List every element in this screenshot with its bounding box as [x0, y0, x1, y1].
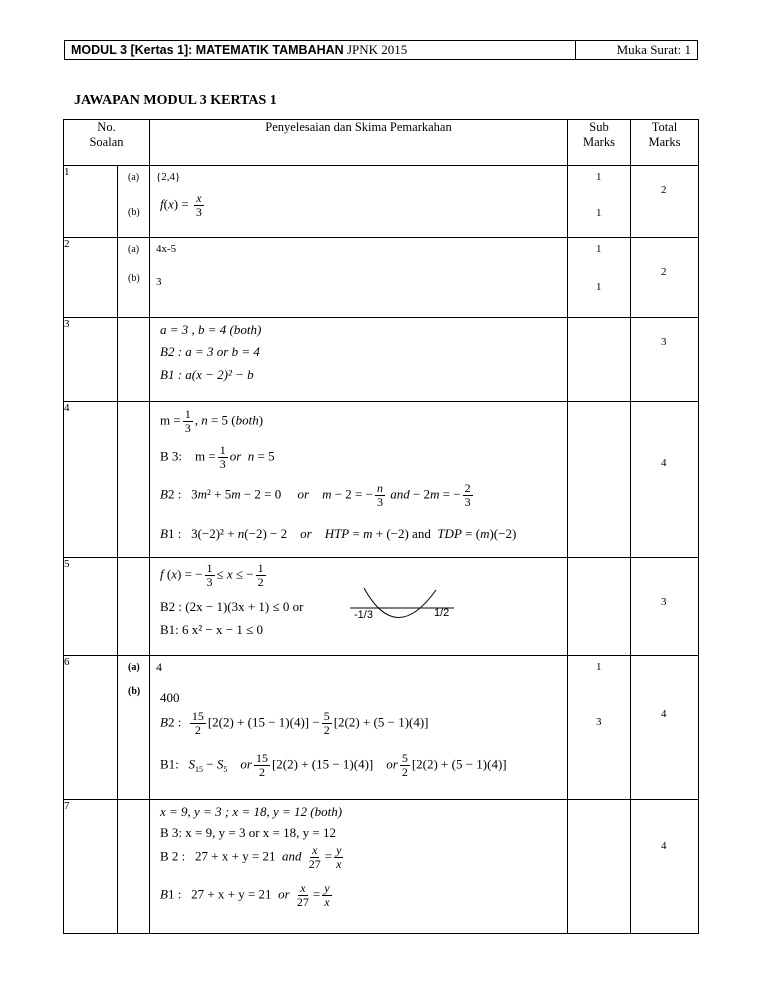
sketch-curve — [364, 588, 436, 618]
question-number: 7 — [64, 800, 118, 934]
question-parts: (a) (b) — [118, 166, 150, 238]
table-row-q7 — [64, 800, 699, 934]
solution-cell — [150, 558, 568, 656]
q7-line3: B 2 : 27 + x + y = 21 and $\frac{x}{27}$ = $\frac{y}{x}$ — [160, 843, 342, 871]
header-solution: Penyelesaian dan Skima Pemarkahan — [150, 120, 568, 166]
question-number: 1 — [64, 166, 118, 238]
question-parts — [118, 402, 150, 558]
total-marks-cell: 2 — [631, 238, 699, 318]
q4-line4: B1 : 3(−2)² + n(−2) − 2 or HTP = m + (−2) and TDP = (m)(−2) — [160, 526, 517, 541]
sketch-right-root: 1/2 — [434, 607, 450, 619]
q5-line3: B1: 6 x² − x − 1 ≤ 0 — [160, 622, 263, 637]
question-parts — [118, 800, 150, 934]
q7-line4: B1 : 27 + x + y = 21 or $\frac{x}{27}$ = $\frac{y}{x}$ — [160, 881, 330, 909]
question-number: 3 — [64, 318, 118, 402]
solution-cell: 4x-5 3 — [150, 238, 568, 318]
table-row-q3 — [64, 318, 699, 402]
q4-line2: B 3: m = $\frac{1}{3}$ or n = 5 — [160, 443, 275, 471]
solution-cell: a = 3 , b = 4 (both) B2 : a = 3 or b = 4 B1 : a(x − 2)² − b — [150, 318, 568, 402]
sub-marks-cell: 1 1 — [568, 166, 631, 238]
solution-cell — [150, 800, 568, 934]
q5-line2: B2 : (2x − 1)(3x + 1) ≤ 0 or — [160, 599, 304, 614]
total-marks-cell: 4 — [631, 656, 699, 800]
table-row-q2 — [64, 238, 699, 318]
total-marks-cell: 4 — [631, 402, 699, 558]
question-number: 6 — [64, 656, 118, 800]
q7-line1: x = 9, y = 3 ; x = 18, y = 12 (both) — [160, 804, 343, 819]
solution-cell: 4 400 B2 : $\frac{15}{2}$ [2(2) + (15 − 1)(4)] − $\frac{5}{2}$ [2(2) + (5 − 1)(4)] B1: $S_{15} - S_5$ or $\frac{15}{2}$ [2(2) + (15 − 1)(4)] or $\frac{5}{2}$ [2(2) + (5 − 1)(4)] — [150, 656, 568, 800]
q6-line-b1: B1: $S_{15} - S_5$ or $\frac{15}{2}$ [2(2) + (15 − 1)(4)] or $\frac{5}{2}$ [2(2) + (5 − 1)(4)] — [160, 751, 507, 779]
header-total-marks: Total Marks — [631, 120, 699, 166]
question-number: 4 — [64, 402, 118, 558]
total-marks-cell: 3 — [631, 558, 699, 656]
question-parts — [118, 558, 150, 656]
table-row-q6 — [64, 656, 699, 800]
sub-marks-cell — [568, 402, 631, 558]
header-page-number: Muka Surat: 1 — [616, 42, 691, 57]
header-sub-marks: Sub Marks — [568, 120, 631, 166]
q1-b-expression: f(x) = $\frac{x}{3}$ — [160, 191, 202, 219]
q4-line1: m = $\frac{1}{3}$ , n = 5 (both) — [160, 407, 264, 435]
header-no-soalan: No. Soalan — [64, 120, 150, 166]
solution-cell: {2,4} f(x) = $\frac{x}{3}$ — [150, 166, 568, 238]
table-row-q5 — [64, 558, 699, 656]
total-marks-cell: 2 — [631, 166, 699, 238]
total-marks-cell: 4 — [631, 800, 699, 934]
solution-cell — [150, 402, 568, 558]
sub-marks-cell — [568, 318, 631, 402]
table-header-row — [64, 120, 699, 166]
sub-marks-cell: 1 1 — [568, 238, 631, 318]
q5-line1: f (x) = − $\frac{1}{3}$ ≤ x ≤ − $\frac{1}{2}$ — [160, 561, 264, 589]
question-parts: (a) (b) — [118, 656, 150, 800]
table-row-q4 — [64, 402, 699, 558]
sketch-left-root: -1/3 — [354, 609, 373, 621]
question-number: 2 — [64, 238, 118, 318]
sub-marks-cell: 1 3 — [568, 656, 631, 800]
sub-marks-cell — [568, 800, 631, 934]
sub-marks-cell — [568, 558, 631, 656]
question-parts: (a) (b) — [118, 238, 150, 318]
q6-line-b2: B2 : $\frac{15}{2}$ [2(2) + (15 − 1)(4)] − $\frac{5}{2}$ [2(2) + (5 − 1)(4)] — [160, 709, 429, 737]
total-marks-cell: 3 — [631, 318, 699, 402]
page-header — [64, 40, 698, 60]
document-title: JAWAPAN MODUL 3 KERTAS 1 — [74, 93, 277, 108]
question-parts — [118, 318, 150, 402]
table-row-q1 — [64, 166, 699, 238]
q4-line3: B2 : 3m² + 5m − 2 = 0 or m − 2 = − $\frac{n}{3}$ and − 2m = − $\frac{2}{3}$ — [160, 481, 471, 509]
answer-table — [63, 119, 699, 934]
q7-line2: B 3: x = 9, y = 3 or x = 18, y = 12 — [160, 825, 336, 840]
header-module-title: MODUL 3 [Kertas 1]: MATEMATIK TAMBAHAN JPNK 2015 — [65, 41, 576, 59]
question-number: 5 — [64, 558, 118, 656]
